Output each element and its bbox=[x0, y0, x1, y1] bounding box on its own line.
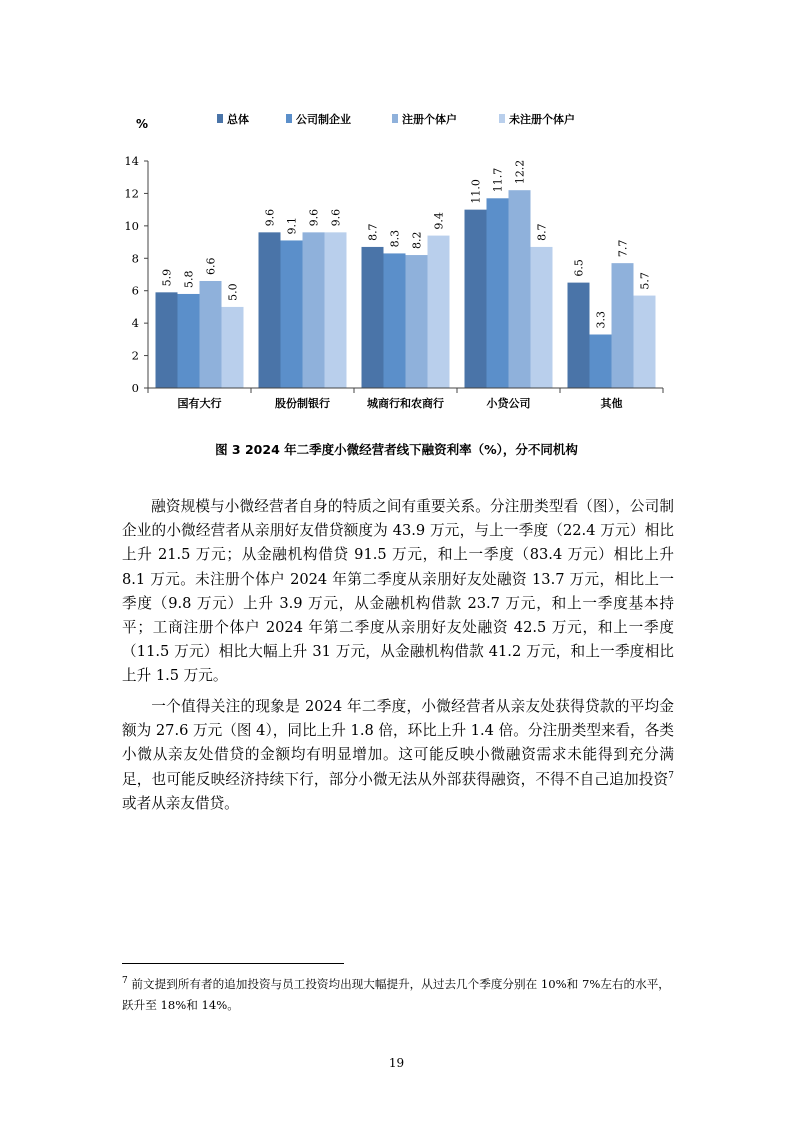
bar bbox=[178, 294, 200, 388]
bar bbox=[465, 210, 487, 388]
chart-bars bbox=[156, 160, 656, 388]
paragraph-2-text: 一个值得关注的现象是 2024 年二季度，小微经营者从亲友处获得贷款的平均金额为 27.6 万元（图 4），同比上升 1.8 倍，环比上升 1.4 倍。分注册类型来看，各类小微从亲友处借贷的金额均有明显增加。这可能反映小微融资需求未能得到充分满足，也可能反映经济持续下行，部分小微无法从外部获得融资，不得不自己追加投资 bbox=[122, 698, 674, 788]
data-label: 5.9 bbox=[160, 268, 174, 287]
figure-caption: 图 3 2024 年二季度小微经营者线下融资利率（%），分不同机构 bbox=[215, 442, 578, 457]
y-tick-label: 0 bbox=[131, 381, 139, 395]
y-tick-label: 14 bbox=[124, 154, 139, 168]
y-tick-label: 8 bbox=[131, 251, 139, 266]
legend-label: 注册个体户 bbox=[402, 113, 457, 126]
bar bbox=[406, 255, 428, 388]
body-paragraph-2 bbox=[122, 695, 674, 816]
paragraph-2-tail: 或者从亲友借贷。 bbox=[122, 794, 239, 812]
footnote-text: 前文提到所有者的追加投资与员工投资均出现大幅提升，从过去几个季度分别在 10%和 7%左右的水平，跃升至 18%和 14%。 bbox=[122, 977, 670, 1012]
footnote bbox=[122, 974, 674, 1016]
footnote-marker: 7 bbox=[122, 976, 128, 987]
data-label: 6.6 bbox=[204, 257, 218, 275]
data-label: 9.6 bbox=[307, 208, 321, 227]
data-label: 9.6 bbox=[263, 208, 277, 227]
bar bbox=[428, 236, 450, 388]
data-label: 12.2 bbox=[513, 159, 527, 185]
data-label: 5.0 bbox=[226, 283, 240, 301]
legend-swatch bbox=[499, 114, 505, 123]
paragraph-1-text: 融资规模与小微经营者自身的特质之间有重要关系。分注册类型看（图），公司制企业的小微经营者从亲朋好友借贷额度为 43.9 万元，与上一季度（22.4 万元）相比上升 21.5 万元；从金融机构借贷 91.5 万元，和上一季度（83.4 万元）相比上升 8.1 万元。未注册个体户 2024 年第二季度从亲朋好友处融资 13.7 万元，相比上一季度（9.8 万元）上升 3.9 万元，从金融机构借款 23.7 万元，和上一季度基本持平；工商注册个体户 2024 年第二季度从亲朋好友处融资 42.5 万元，和上一季度（11.5 万元）相比大幅上升 31 万元，从金融机构借款 41.2 万元，和上一季度相比上升 1.5 万元。 bbox=[122, 498, 674, 685]
data-label: 9.6 bbox=[329, 208, 343, 227]
data-label: 5.8 bbox=[182, 270, 196, 288]
bar bbox=[568, 283, 590, 388]
bar bbox=[384, 253, 406, 388]
data-label: 8.3 bbox=[388, 229, 402, 248]
bar bbox=[222, 307, 244, 388]
bar bbox=[200, 281, 222, 388]
bar-chart bbox=[0, 0, 793, 430]
footnote-reference[interactable]: 7 bbox=[668, 770, 674, 781]
x-tick-label: 小贷公司 bbox=[486, 397, 531, 410]
bar bbox=[325, 232, 347, 388]
legend-swatch bbox=[392, 114, 398, 123]
data-label: 8.2 bbox=[410, 231, 424, 250]
bar bbox=[590, 334, 612, 388]
data-label: 11.0 bbox=[469, 179, 483, 204]
x-tick-label: 股份制银行 bbox=[275, 397, 330, 410]
bar bbox=[362, 247, 384, 388]
data-label: 9.4 bbox=[432, 212, 446, 230]
bar bbox=[612, 263, 634, 388]
chart-legend bbox=[217, 112, 575, 126]
body-paragraph-1 bbox=[122, 495, 674, 689]
y-tick-label: 10 bbox=[124, 218, 139, 233]
data-label: 3.3 bbox=[594, 310, 608, 329]
legend-swatch bbox=[217, 114, 223, 123]
bar bbox=[281, 240, 303, 388]
bar bbox=[303, 232, 325, 388]
data-label: 5.7 bbox=[638, 272, 652, 290]
page-number: 19 bbox=[388, 1056, 405, 1070]
bar bbox=[531, 247, 553, 388]
y-axis-label: % bbox=[135, 117, 149, 131]
legend-label: 总体 bbox=[227, 113, 249, 126]
bar bbox=[634, 296, 656, 388]
bar bbox=[259, 232, 281, 388]
y-tick-label: 12 bbox=[124, 186, 139, 201]
bar bbox=[509, 190, 531, 388]
legend-label: 未注册个体户 bbox=[509, 113, 575, 126]
data-label: 8.7 bbox=[535, 223, 549, 241]
bar bbox=[156, 292, 178, 388]
bar bbox=[487, 198, 509, 388]
x-tick-label: 国有大行 bbox=[177, 397, 222, 410]
data-label: 8.7 bbox=[366, 223, 380, 241]
data-label: 11.7 bbox=[491, 167, 505, 193]
x-tick-label: 城商行和农商行 bbox=[367, 397, 444, 410]
y-tick-label: 2 bbox=[131, 348, 139, 363]
y-tick-label: 4 bbox=[131, 316, 139, 331]
data-label: 9.1 bbox=[285, 216, 299, 235]
y-tick-label: 6 bbox=[131, 283, 139, 298]
x-axis bbox=[148, 388, 663, 410]
y-axis bbox=[124, 154, 148, 395]
x-tick-label: 其他 bbox=[600, 397, 623, 410]
data-label: 6.5 bbox=[572, 259, 586, 277]
legend-label: 公司制企业 bbox=[296, 113, 351, 126]
data-label: 7.7 bbox=[616, 239, 630, 258]
legend-swatch bbox=[286, 114, 292, 123]
footnote-divider bbox=[122, 963, 344, 964]
